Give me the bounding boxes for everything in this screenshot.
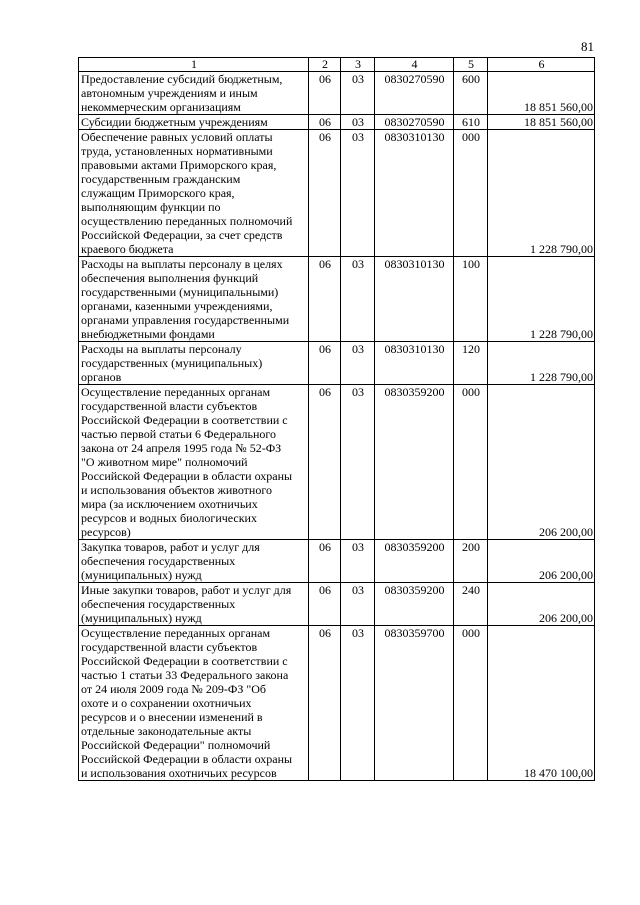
description-line: ресурсов) <box>81 525 131 539</box>
amount: 1 228 790,00 <box>488 130 595 257</box>
header-cell: 3 <box>341 58 375 72</box>
subsection-code: 03 <box>341 115 375 130</box>
target-article-code: 0830310130 <box>375 130 454 257</box>
expense-type-code: 600 <box>454 72 488 115</box>
subsection-code: 03 <box>341 72 375 115</box>
description-line: государственной власти субъектов <box>81 640 258 654</box>
description-line: ресурсов и водных биологических <box>81 511 257 525</box>
description-line: Закупка товаров, работ и услуг для <box>81 540 260 554</box>
expense-type-code: 240 <box>454 583 488 626</box>
description-line: выполняющим функции по <box>81 200 221 214</box>
target-article-code: 0830359200 <box>375 583 454 626</box>
description-line: Российской Федерации в соответствии с <box>81 413 288 427</box>
subsection-code: 03 <box>341 342 375 385</box>
expense-type-code: 200 <box>454 540 488 583</box>
description-line: осуществлению переданных полномочий <box>81 214 293 228</box>
description-line: Российской Федерации, за счет средств <box>81 228 283 242</box>
subsection-code: 03 <box>341 583 375 626</box>
target-article-code: 0830359200 <box>375 540 454 583</box>
description-line: Российской Федерации в области охраны <box>81 469 293 483</box>
description-line: Иные закупки товаров, работ и услуг для <box>81 583 292 597</box>
amount: 1 228 790,00 <box>488 257 595 342</box>
row-description <box>79 130 309 257</box>
target-article-code: 0830359200 <box>375 385 454 540</box>
amount: 206 200,00 <box>488 583 595 626</box>
table-row <box>79 583 595 626</box>
description-line: краевого бюджета <box>81 242 174 256</box>
subsection-code: 03 <box>341 540 375 583</box>
description-line: отдельные законодательные акты <box>81 724 252 738</box>
amount: 18 851 560,00 <box>488 72 595 115</box>
row-description <box>79 540 309 583</box>
description-line: Осуществление переданных органам <box>81 626 271 640</box>
expense-type-code: 000 <box>454 385 488 540</box>
table-row <box>79 130 595 257</box>
subsection-code: 03 <box>341 385 375 540</box>
amount: 18 851 560,00 <box>488 115 595 130</box>
table-row <box>79 115 595 130</box>
description-line: государственной власти субъектов <box>81 399 258 413</box>
description-line: обеспечения государственных <box>81 554 236 568</box>
description-line: (муниципальных) нужд <box>81 568 202 582</box>
table-row <box>79 257 595 342</box>
subsection-code: 03 <box>341 257 375 342</box>
description-line: от 24 июля 2009 года № 209-ФЗ "Об <box>81 682 266 696</box>
description-line: ресурсов и о внесении изменений в <box>81 710 263 724</box>
section-code: 06 <box>309 540 341 583</box>
header-cell: 1 <box>79 58 309 72</box>
description-line: Субсидии бюджетным учреждениям <box>81 115 268 129</box>
description-line: Осуществление переданных органам <box>81 385 271 399</box>
description-line: труда, установленных нормативными <box>81 144 273 158</box>
amount: 206 200,00 <box>488 540 595 583</box>
description-line: Российской Федерации" полномочий <box>81 738 271 752</box>
description-line: органами, казенными учреждениями, <box>81 299 273 313</box>
row-description <box>79 342 309 385</box>
row-description <box>79 626 309 781</box>
description-line: Российской Федерации в области охраны <box>81 752 293 766</box>
description-line: обеспечения выполнения функций <box>81 271 259 285</box>
table-row <box>79 72 595 115</box>
subsection-code: 03 <box>341 626 375 781</box>
description-line: государственным гражданским <box>81 172 241 186</box>
description-line: обеспечения государственных <box>81 597 236 611</box>
description-line: государственных (муниципальных) <box>81 356 263 370</box>
section-code: 06 <box>309 583 341 626</box>
subsection-code: 03 <box>341 130 375 257</box>
target-article-code: 0830359700 <box>375 626 454 781</box>
row-description <box>79 583 309 626</box>
description-line: охоте и о сохранении охотничьих <box>81 696 252 710</box>
description-line: органов <box>81 370 122 384</box>
description-line: (муниципальных) нужд <box>81 611 202 625</box>
description-line: частью 1 статьи 33 Федерального закона <box>81 668 289 682</box>
amount: 1 228 790,00 <box>488 342 595 385</box>
header-row <box>79 58 595 72</box>
section-code: 06 <box>309 115 341 130</box>
header-cell: 6 <box>488 58 595 72</box>
amount: 206 200,00 <box>488 385 595 540</box>
table-row <box>79 342 595 385</box>
table-row <box>79 540 595 583</box>
amount: 18 470 100,00 <box>488 626 595 781</box>
row-description <box>79 72 309 115</box>
section-code: 06 <box>309 72 341 115</box>
budget-table <box>78 57 595 781</box>
description-line: "О животном мире" полномочий <box>81 455 248 469</box>
target-article-code: 0830310130 <box>375 342 454 385</box>
section-code: 06 <box>309 385 341 540</box>
description-line: Расходы на выплаты персоналу в целях <box>81 257 283 271</box>
description-line: внебюджетными фондами <box>81 327 215 341</box>
header-cell: 5 <box>454 58 488 72</box>
description-line: закона от 24 апреля 1995 года № 52-ФЗ <box>81 441 282 455</box>
header-cell: 4 <box>375 58 454 72</box>
section-code: 06 <box>309 257 341 342</box>
header-cell: 2 <box>309 58 341 72</box>
description-line: Обеспечение равных условий оплаты <box>81 130 273 144</box>
section-code: 06 <box>309 342 341 385</box>
description-line: органами управления государственными <box>81 313 290 327</box>
description-line: и использования объектов животного <box>81 483 272 497</box>
description-line: частью первой статьи 6 Федерального <box>81 427 277 441</box>
description-line: государственными (муниципальными) <box>81 285 279 299</box>
description-line: служащим Приморского края, <box>81 186 235 200</box>
description-line: Российской Федерации в соответствии с <box>81 654 288 668</box>
page-number: 81 <box>581 39 594 54</box>
table-row <box>79 626 595 781</box>
expense-type-code: 100 <box>454 257 488 342</box>
target-article-code: 0830270590 <box>375 72 454 115</box>
row-description <box>79 257 309 342</box>
description-line: Предоставление субсидий бюджетным, <box>81 72 283 86</box>
description-line: автономным учреждениям и иным <box>81 86 258 100</box>
description-line: правовыми актами Приморского края, <box>81 158 277 172</box>
section-code: 06 <box>309 626 341 781</box>
description-line: мира (за исключением охотничьих <box>81 497 258 511</box>
description-line: некоммерческим организациям <box>81 100 241 114</box>
description-line: и использования охотничьих ресурсов <box>81 766 277 780</box>
expense-type-code: 000 <box>454 626 488 781</box>
section-code: 06 <box>309 130 341 257</box>
description-line: Расходы на выплаты персоналу <box>81 342 242 356</box>
target-article-code: 0830270590 <box>375 115 454 130</box>
expense-type-code: 610 <box>454 115 488 130</box>
target-article-code: 0830310130 <box>375 257 454 342</box>
expense-type-code: 000 <box>454 130 488 257</box>
row-description <box>79 115 309 130</box>
expense-type-code: 120 <box>454 342 488 385</box>
table-row <box>79 385 595 540</box>
row-description <box>79 385 309 540</box>
